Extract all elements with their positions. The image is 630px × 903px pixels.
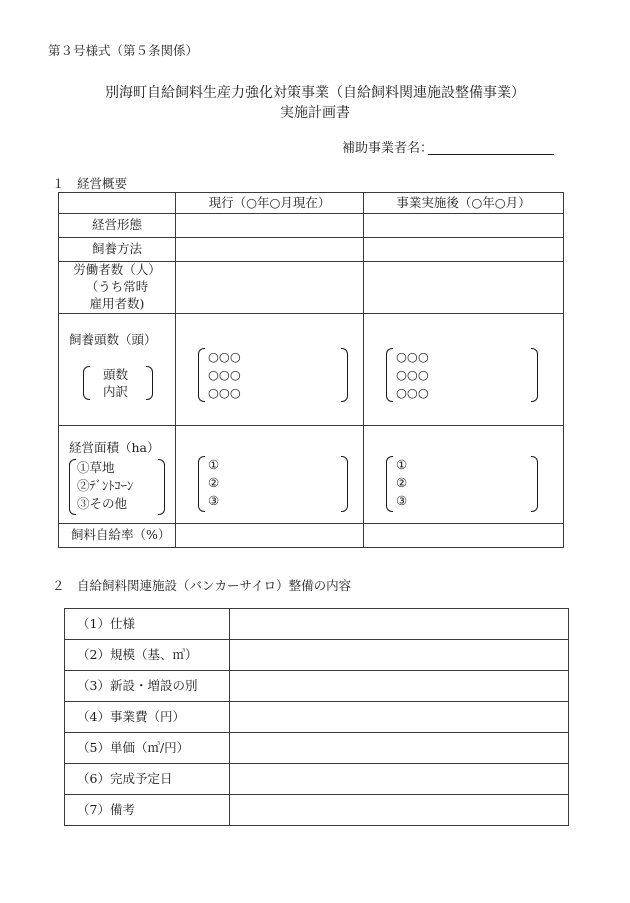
applicant-label: 補助事業者名： — [342, 141, 434, 156]
bracket-right-icon — [531, 348, 538, 402]
area-label: 経営面積（ha） — [69, 440, 160, 455]
spec-value[interactable] — [230, 609, 569, 640]
scale-value[interactable] — [230, 640, 569, 671]
circle-line: ○○○ — [396, 385, 429, 400]
scale-label: （2）規模（基、㎥） — [65, 640, 230, 671]
head-count-after[interactable] — [364, 314, 564, 426]
number-item: ① — [396, 457, 408, 472]
circle-line: ○○○ — [396, 349, 429, 364]
spec-label: （1）仕様 — [65, 609, 230, 640]
project-cost-value[interactable] — [230, 702, 569, 733]
bracket-left-icon — [198, 456, 205, 512]
bracket-left-icon — [386, 348, 393, 402]
bracket-right-icon — [158, 459, 165, 515]
circle-placeholders — [396, 348, 429, 402]
number-item: ③ — [396, 493, 408, 508]
circle-line: ○○○ — [208, 367, 241, 382]
self-sufficiency-label: 飼料自給率（%） — [59, 524, 176, 548]
breakdown-bracket — [83, 366, 153, 400]
area-items-bracket — [69, 459, 165, 515]
bracket-right-icon — [341, 456, 348, 512]
bracket-left-icon — [69, 459, 76, 515]
form-number: 第３号様式（第５条関係） — [48, 43, 199, 58]
new-or-expansion-label: （3）新設・増設の別 — [65, 671, 230, 702]
number-item: ② — [396, 475, 408, 490]
workers-label-line2: （うち常時 — [85, 279, 149, 295]
completion-date-value[interactable] — [230, 764, 569, 795]
document-subtitle: 実施計画書 — [280, 105, 350, 121]
area-item-dent-corn: ②ﾃﾞﾝﾄｺｰﾝ — [77, 478, 134, 493]
bracket-right-icon — [531, 456, 538, 512]
bracket-left-icon — [83, 366, 90, 400]
workers-after[interactable] — [364, 262, 564, 314]
area-after-bracket — [386, 456, 538, 512]
management-form-current[interactable] — [176, 214, 364, 238]
feeding-method-current[interactable] — [176, 238, 364, 262]
workers-label-line1: 労働者数（人） — [73, 262, 161, 278]
management-form-label: 経営形態 — [59, 214, 176, 238]
self-sufficiency-after[interactable] — [364, 524, 564, 548]
document-title: 別海町自給飼料生産力強化対策事業（自給飼料関連施設整備事業） — [105, 85, 525, 101]
header-blank-cell — [59, 193, 176, 214]
section2-heading: ２ 自給飼料関連施設（バンカーサイロ）整備の内容 — [52, 578, 352, 593]
area-label-cell — [59, 426, 176, 524]
self-sufficiency-current[interactable] — [176, 524, 364, 548]
workers-label — [59, 262, 176, 314]
area-item-other: ③その他 — [77, 496, 128, 511]
area-current-bracket — [198, 456, 348, 512]
breakdown-line1: 頭数 — [103, 367, 129, 382]
area-items — [77, 459, 133, 513]
project-cost-label: （4）事業費（円） — [65, 702, 230, 733]
circle-line: ○○○ — [208, 349, 241, 364]
feeding-method-label: 飼養方法 — [59, 238, 176, 262]
head-count-current-bracket — [198, 348, 348, 402]
area-numbers — [396, 456, 407, 510]
facility-details-table — [64, 608, 569, 826]
circle-line: ○○○ — [396, 367, 429, 382]
new-or-expansion-value[interactable] — [230, 671, 569, 702]
number-item: ③ — [208, 493, 220, 508]
remarks-value[interactable] — [230, 795, 569, 826]
feeding-method-after[interactable] — [364, 238, 564, 262]
management-form-after[interactable] — [364, 214, 564, 238]
circle-placeholders — [208, 348, 241, 402]
area-after[interactable] — [364, 426, 564, 524]
section1-heading: １ 経営概要 — [52, 176, 128, 191]
workers-current[interactable] — [176, 262, 364, 314]
workers-label-line3: 雇用者数) — [89, 295, 145, 311]
area-item-grassland: ①草地 — [77, 460, 115, 475]
number-item: ① — [208, 457, 220, 472]
area-current[interactable] — [176, 426, 364, 524]
completion-date-label: （6）完成予定日 — [65, 764, 230, 795]
breakdown-line2: 内訳 — [103, 384, 129, 399]
bracket-left-icon — [386, 456, 393, 512]
circle-line: ○○○ — [208, 385, 241, 400]
remarks-label: （7）備考 — [65, 795, 230, 826]
unit-price-value[interactable] — [230, 733, 569, 764]
bracket-left-icon — [198, 348, 205, 402]
col-current-header: 現行（○年○月現在） — [176, 193, 364, 214]
unit-price-label: （5）単価（㎥/円） — [65, 733, 230, 764]
head-count-current[interactable] — [176, 314, 364, 426]
management-overview-table — [58, 192, 564, 548]
bracket-right-icon — [341, 348, 348, 402]
head-count-label: 飼養頭数（頭） — [69, 332, 157, 347]
area-numbers — [208, 456, 219, 510]
number-item: ② — [208, 475, 220, 490]
applicant-name-field[interactable] — [428, 154, 554, 155]
head-count-after-bracket — [386, 348, 538, 402]
bracket-right-icon — [146, 366, 153, 400]
col-after-header: 事業実施後（○年○月） — [364, 193, 564, 214]
head-count-label-cell — [59, 314, 176, 426]
